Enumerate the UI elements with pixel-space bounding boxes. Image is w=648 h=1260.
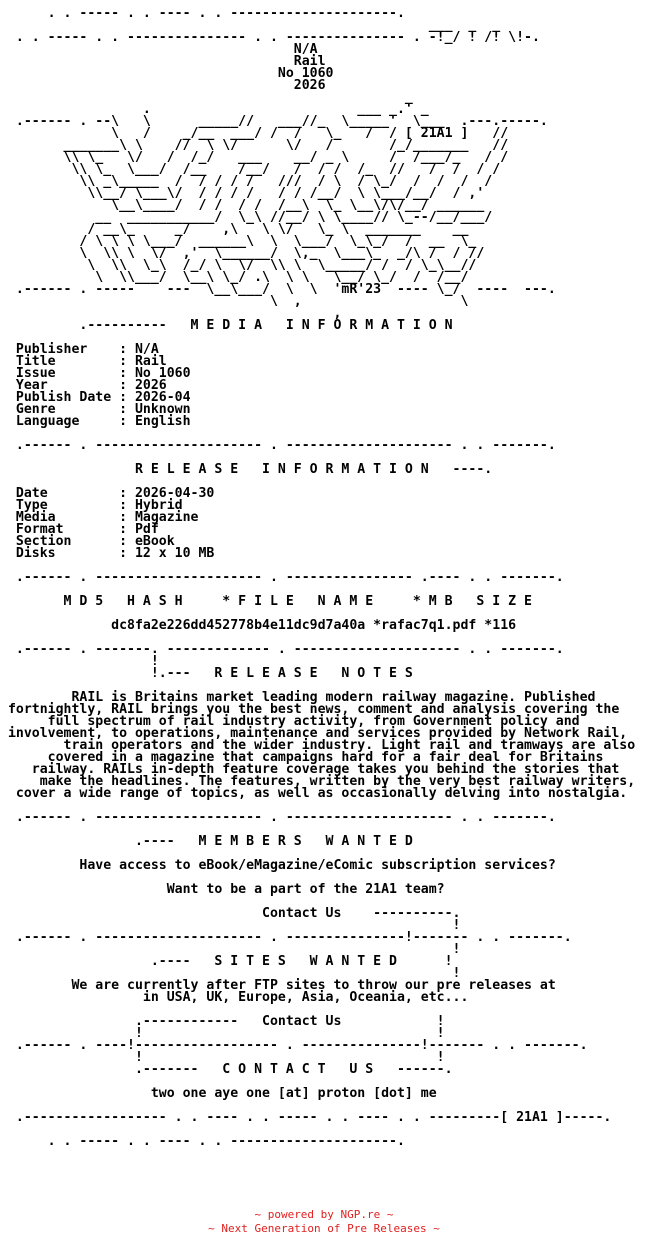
nfo-line: \ , \ — [0, 294, 469, 309]
nfo-line: .------ . ----- --- \__\___/ \ \ 'mR'23 ---- \_/ ---- ---. — [0, 282, 556, 297]
nfo-line: Title : Rail — [0, 354, 167, 369]
nfo-line: / \ \ \ \___/ ______\ \ \___/ \_\_/ / __ \_ — [0, 234, 477, 249]
nfo-line: Type : Hybrid — [0, 498, 183, 513]
nfo-line: Genre : Unknown — [0, 402, 191, 417]
nfo-line: . . ----- . . ---- . . ---------------------. — [0, 1134, 405, 1149]
nfo-line: Publish Date : 2026-04 — [0, 390, 191, 405]
nfo-line: __ ___________/ \_\ //__/ \ \____// \_--/__/___/ — [0, 210, 493, 225]
nfo-line: ! — [0, 654, 159, 669]
nfo-line: Publisher : N/A — [0, 342, 159, 357]
nfo-line: covered in a magazine that campaigns hard for a fair deal for Britains — [0, 750, 604, 765]
nfo-line: .---------- M E D I A I N F O R M A T I O N — [0, 318, 453, 333]
nfo-line: .------- C O N T A C T U S ------. — [0, 1062, 453, 1077]
nfo-line: .------ . --------------------- . ---------------!------- . . -------. — [0, 930, 572, 945]
nfo-line: ___ _ _ — [0, 18, 501, 33]
nfo-line: \ \\ \_\ /_/ \ \/ \\ \ \_____/ / / \_\__// — [0, 258, 477, 273]
nfo-line: _______\ \ // \ \/ \/ / /_/_______ // — [0, 138, 509, 153]
nfo-text — [0, 8, 648, 1148]
nfo-line: RAIL is Britains market leading modern railway magazine. Published — [0, 690, 596, 705]
credits — [0, 1208, 648, 1236]
nfo-line: \__\____/ / / / / /__\ \_ \__\/\/__/ ______ — [0, 198, 485, 213]
nfo-line: make the headlines. The features, written by the very best railway writers, — [0, 774, 636, 789]
nfo-line: ! ! — [0, 1050, 445, 1065]
nfo-line: .------------------ . . ---- . . ----- . . ---- . . ---------[ 21A1 ]-----. — [0, 1110, 612, 1125]
nfo-line: ! — [0, 966, 461, 981]
nfo-line: Contact Us ----------. — [0, 906, 461, 921]
nfo-line: ! — [0, 942, 461, 957]
nfo-line: We are currently after FTP sites to throw our pre releases at — [0, 978, 556, 993]
nfo-line: Date : 2026-04-30 — [0, 486, 215, 501]
nfo-line: M D 5 H A S H * F I L E N A M E * M B S I Z E — [0, 594, 532, 609]
tagline: ~ Next Generation of Pre Releases ~ — [208, 1222, 440, 1235]
nfo-line: train operators and the wider industry. Light rail and tramways are also — [0, 738, 636, 753]
nfo-line: . . ----- . . --------------- . . --------------- . -!_/ ! /! \!-. — [0, 30, 540, 45]
nfo-line: full spectrum of rail industry activity, from Government policy and — [0, 714, 580, 729]
nfo-line: Want to be a part of the 21A1 team? — [0, 882, 445, 897]
nfo-line: Year : 2026 — [0, 378, 167, 393]
nfo-line: No 1060 — [0, 66, 334, 81]
nfo-line: Media : Magazine — [0, 510, 199, 525]
nfo-line: dc8fa2e226dd452778b4e11dc9d7a40a *rafac7q1.pdf *116 — [0, 618, 517, 633]
nfo-line: .------------ Contact Us ! — [0, 1014, 445, 1029]
nfo-line: .------ . --------------------- . --------------------- . . -------. — [0, 810, 556, 825]
nfo-line: Rail — [0, 54, 326, 69]
nfo-line: ! ! — [0, 1026, 445, 1041]
nfo-line: N/A — [0, 42, 318, 57]
nfo-line: \\ \_ \___/ /__ /__/ / / / /_ // / / / / — [0, 162, 501, 177]
nfo-line: \\ _\_____ / / / / / /// / \ / \_/ / / / / — [0, 174, 493, 189]
nfo-line: !.--- R E L E A S E N O T E S — [0, 666, 413, 681]
nfo-line: , — [0, 306, 342, 321]
nfo-line: .------ . --\ \ _____// ___//_ \_____' \___ .---.-----. — [0, 114, 548, 129]
nfo-line: Language : English — [0, 414, 191, 429]
nfo-line: .---- S I T E S W A N T E D ! — [0, 954, 453, 969]
nfo-line: involvement, to operations, maintenance and services provided by Network Rail, — [0, 726, 628, 741]
nfo-line: .------ . ----!------------------ . ---------------!------- . . -------. — [0, 1038, 588, 1053]
nfo-line: .---- M E M B E R S W A N T E D — [0, 834, 413, 849]
nfo-line: fortnightly, RAIL brings you the best news, comment and analysis covering the — [0, 702, 620, 717]
nfo-line: .------ . -------. ------------- . --------------------- . . -------. — [0, 642, 564, 657]
nfo-line: \ \\___/ \__\ \_/ .\ \ \ \__/ \_/ / /__/ — [0, 270, 469, 285]
nfo-line: \ \\ \ \/ ,' \______/ \,_ \___\_ _/\ / / // — [0, 246, 485, 261]
nfo-line: cover a wide range of topics, as well as occasionally delving into nostalgia. — [0, 786, 628, 801]
nfo-line: / __\_ _/ ,\ \ \/ \_ \ _______ __ — [0, 222, 469, 237]
nfo-line: R E L E A S E I N F O R M A T I O N ----. — [0, 462, 493, 477]
powered-by-link[interactable]: ~ powered by NGP.re ~ — [254, 1208, 394, 1221]
nfo-line: two one aye one [at] proton [dot] me — [0, 1086, 437, 1101]
nfo-line: ! — [0, 918, 461, 933]
nfo-line: _ — [0, 90, 413, 105]
nfo-line: Disks : 12 x 10 MB — [0, 546, 215, 561]
nfo-line: .------ . --------------------- . --------------------- . . -------. — [0, 438, 556, 453]
nfo-line: .------ . --------------------- . ---------------- .---- . . -------. — [0, 570, 564, 585]
nfo-line: Format : Pdf — [0, 522, 159, 537]
nfo-line: \\__/ \___\/ / / / / / / /__/ \ \___/__/ / ,' — [0, 186, 485, 201]
nfo-line: in USA, UK, Europe, Asia, Oceania, etc... — [0, 990, 469, 1005]
nfo-line: . ___ _.' _ — [0, 102, 429, 117]
nfo-line: \\ \_ \/ / /_/ ___ __/ _ \ / /___/_ / / — [0, 150, 509, 165]
nfo-line: Issue : No 1060 — [0, 366, 191, 381]
nfo-line: Have access to eBook/eMagazine/eComic subscription services? — [0, 858, 556, 873]
nfo-line: 2026 — [0, 78, 326, 93]
nfo-line: Section : eBook — [0, 534, 175, 549]
nfo-line: \ / _/__ ___/ / / \_ / / [ 21A1 ] // — [0, 126, 509, 141]
nfo-line: railway. RAILs in-depth feature coverage takes you behind the stories that — [0, 762, 620, 777]
nfo-line: . . ----- . . ---- . . ---------------------. — [0, 6, 405, 21]
